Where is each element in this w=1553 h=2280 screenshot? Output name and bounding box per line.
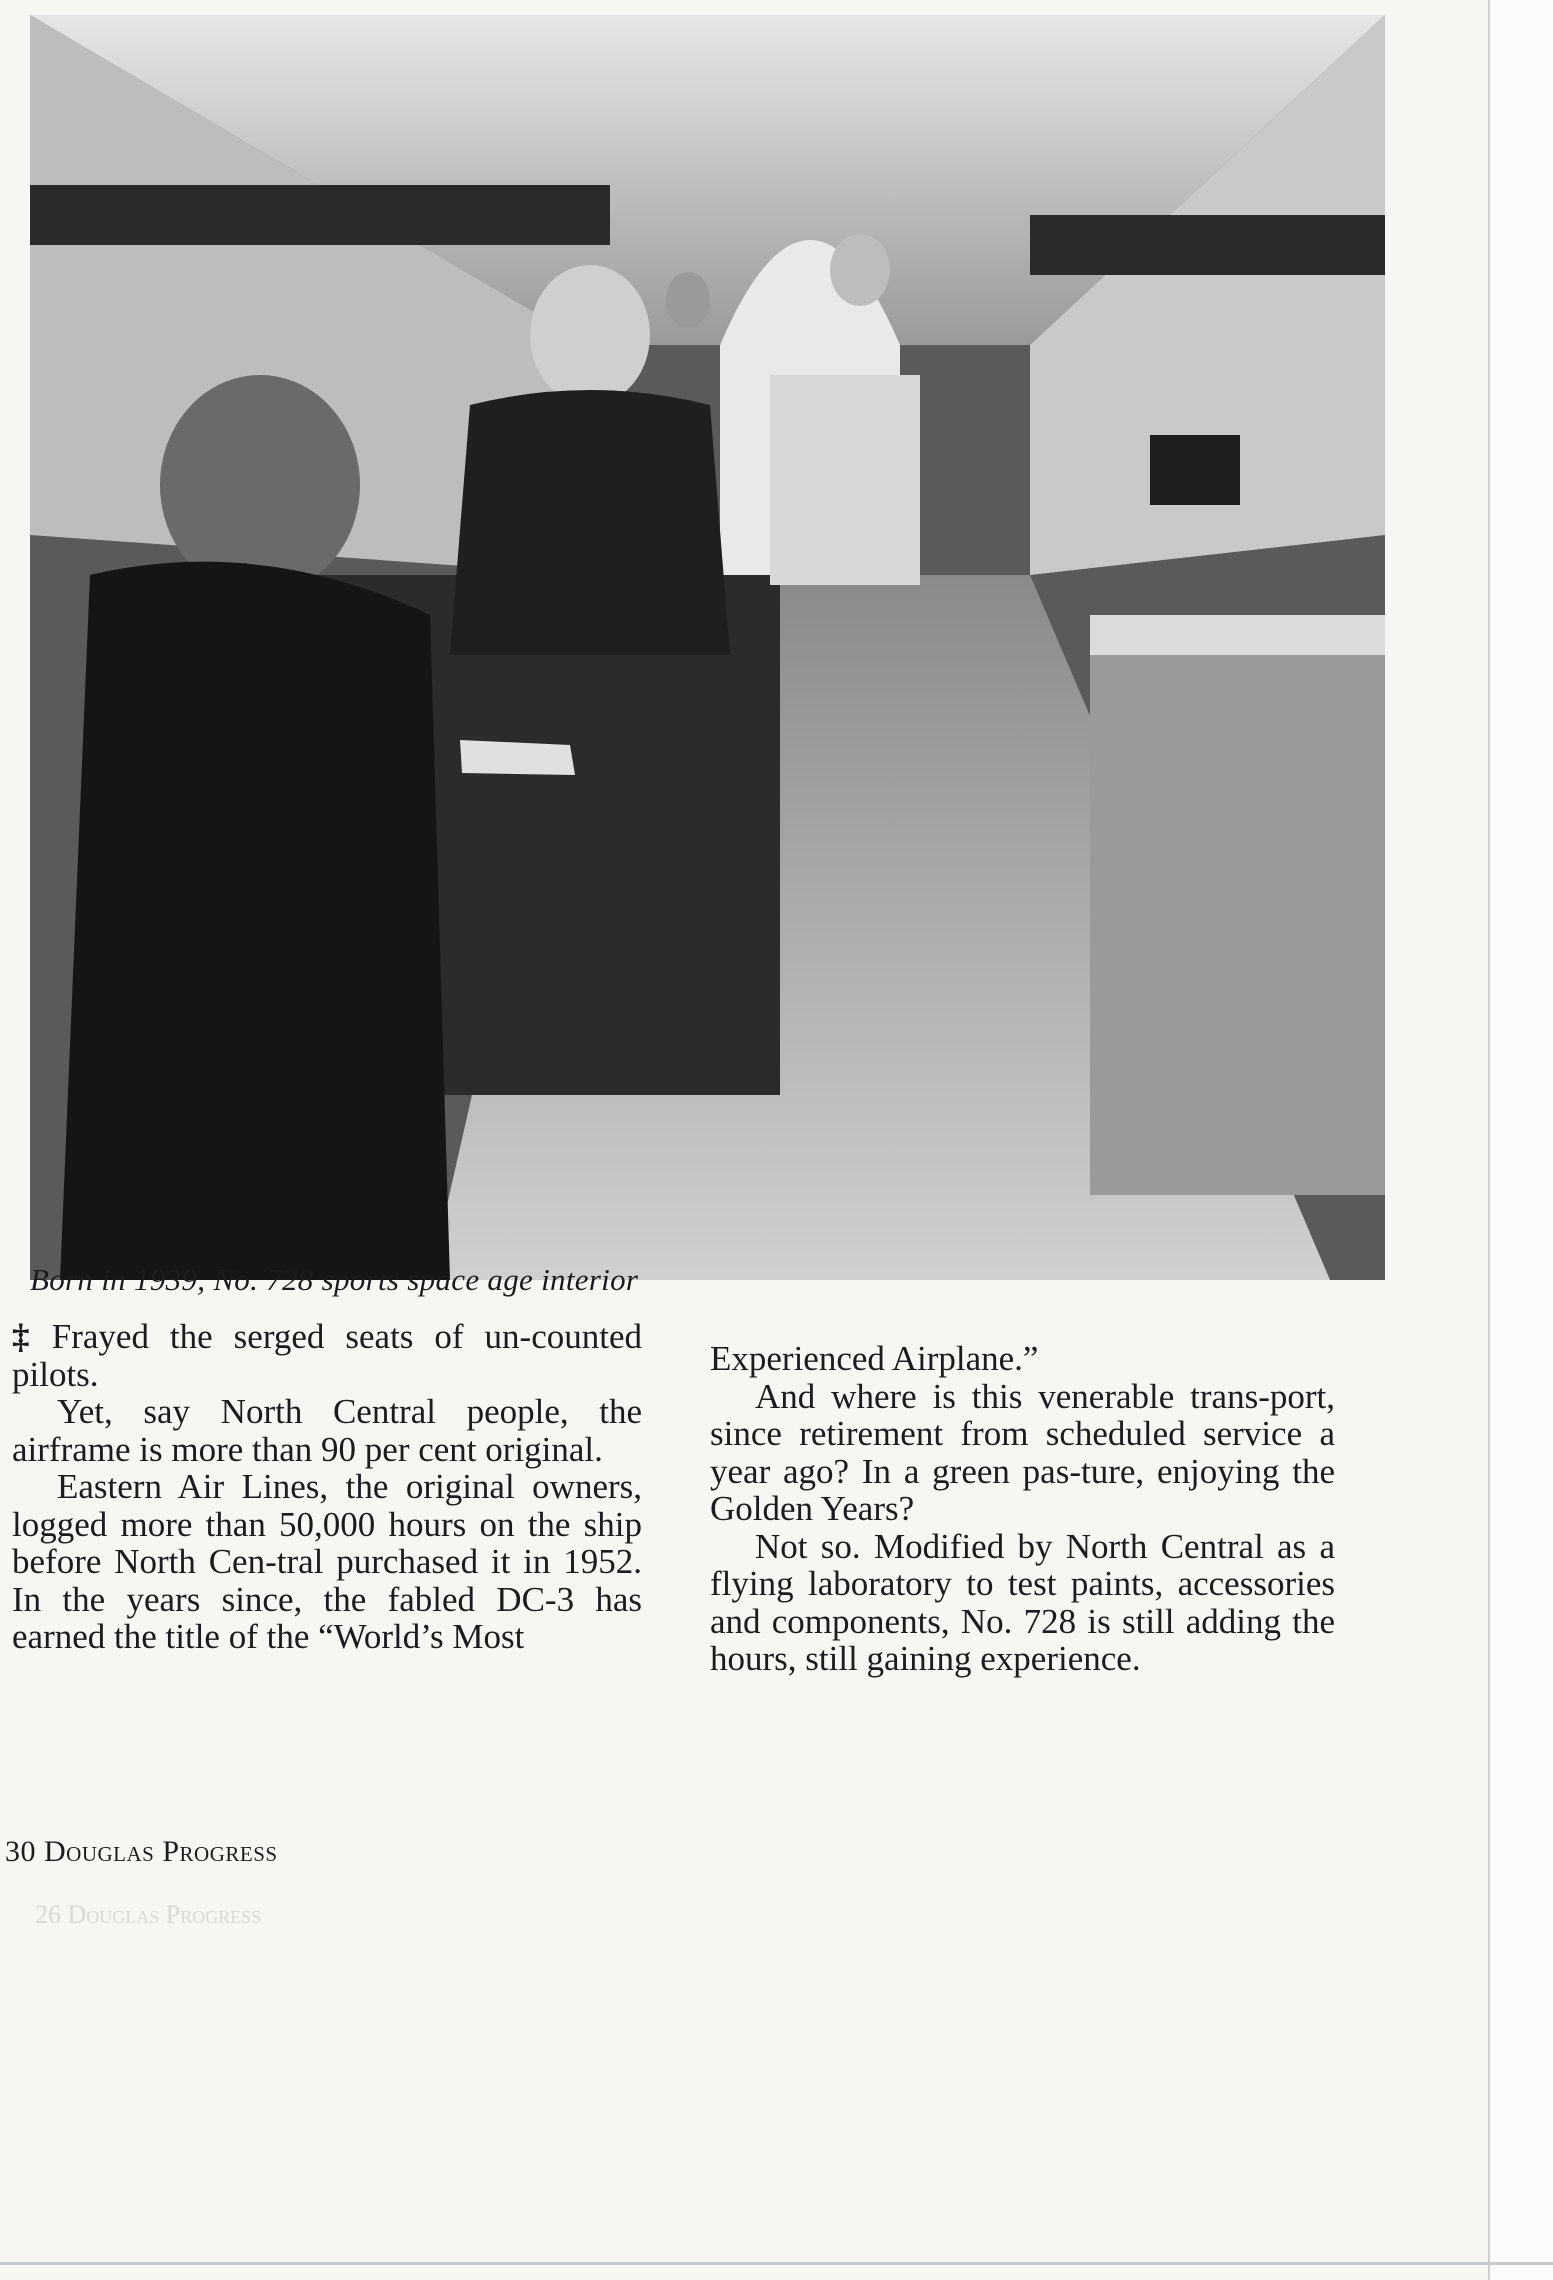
paragraph: Eastern Air Lines, the original owners, logged more than 50,000 hours on the ship before North Cen-tral purchased it in 1952. In the years since, the fabled DC-3 has earned the title of the “World’s Most xyxy=(12,1467,642,1656)
page-folio xyxy=(5,1835,278,1869)
paragraph: Yet, say North Central people, the airframe is more than 90 per cent original. xyxy=(12,1392,642,1469)
page-number: 30 xyxy=(5,1835,36,1868)
page-edge xyxy=(1488,0,1553,2280)
paragraph-text: Frayed the serged seats of un-counted pilots. xyxy=(12,1317,642,1394)
paragraph: Experienced Airplane.” xyxy=(710,1339,1039,1378)
paragraph: Not so. Modified by North Central as a flying laboratory to test paints, accessories and components, No. 728 is still adding the hours, still gaining experience. xyxy=(710,1526,1335,1678)
article-column-left xyxy=(12,1318,642,1656)
paragraph xyxy=(12,1318,642,1393)
bleed-through-folio: 26 Douglas Progress xyxy=(35,1900,262,1929)
photo-caption: Born in 1939, No. 728 sports space age interior xyxy=(30,1262,639,1297)
article-column-right xyxy=(710,1340,1335,1678)
paragraph: And where is this venerable trans-port, since retirement from scheduled service a year ago? In a green pas-ture, enjoying the Golden Years? xyxy=(710,1376,1335,1528)
cabin-photo xyxy=(30,15,1385,1280)
cabin-photo-illustration xyxy=(30,15,1385,1280)
scan-edge xyxy=(0,2262,1553,2265)
dagger-icon: ‡ xyxy=(12,1317,42,1356)
publication-name: Douglas Progress xyxy=(44,1835,278,1868)
